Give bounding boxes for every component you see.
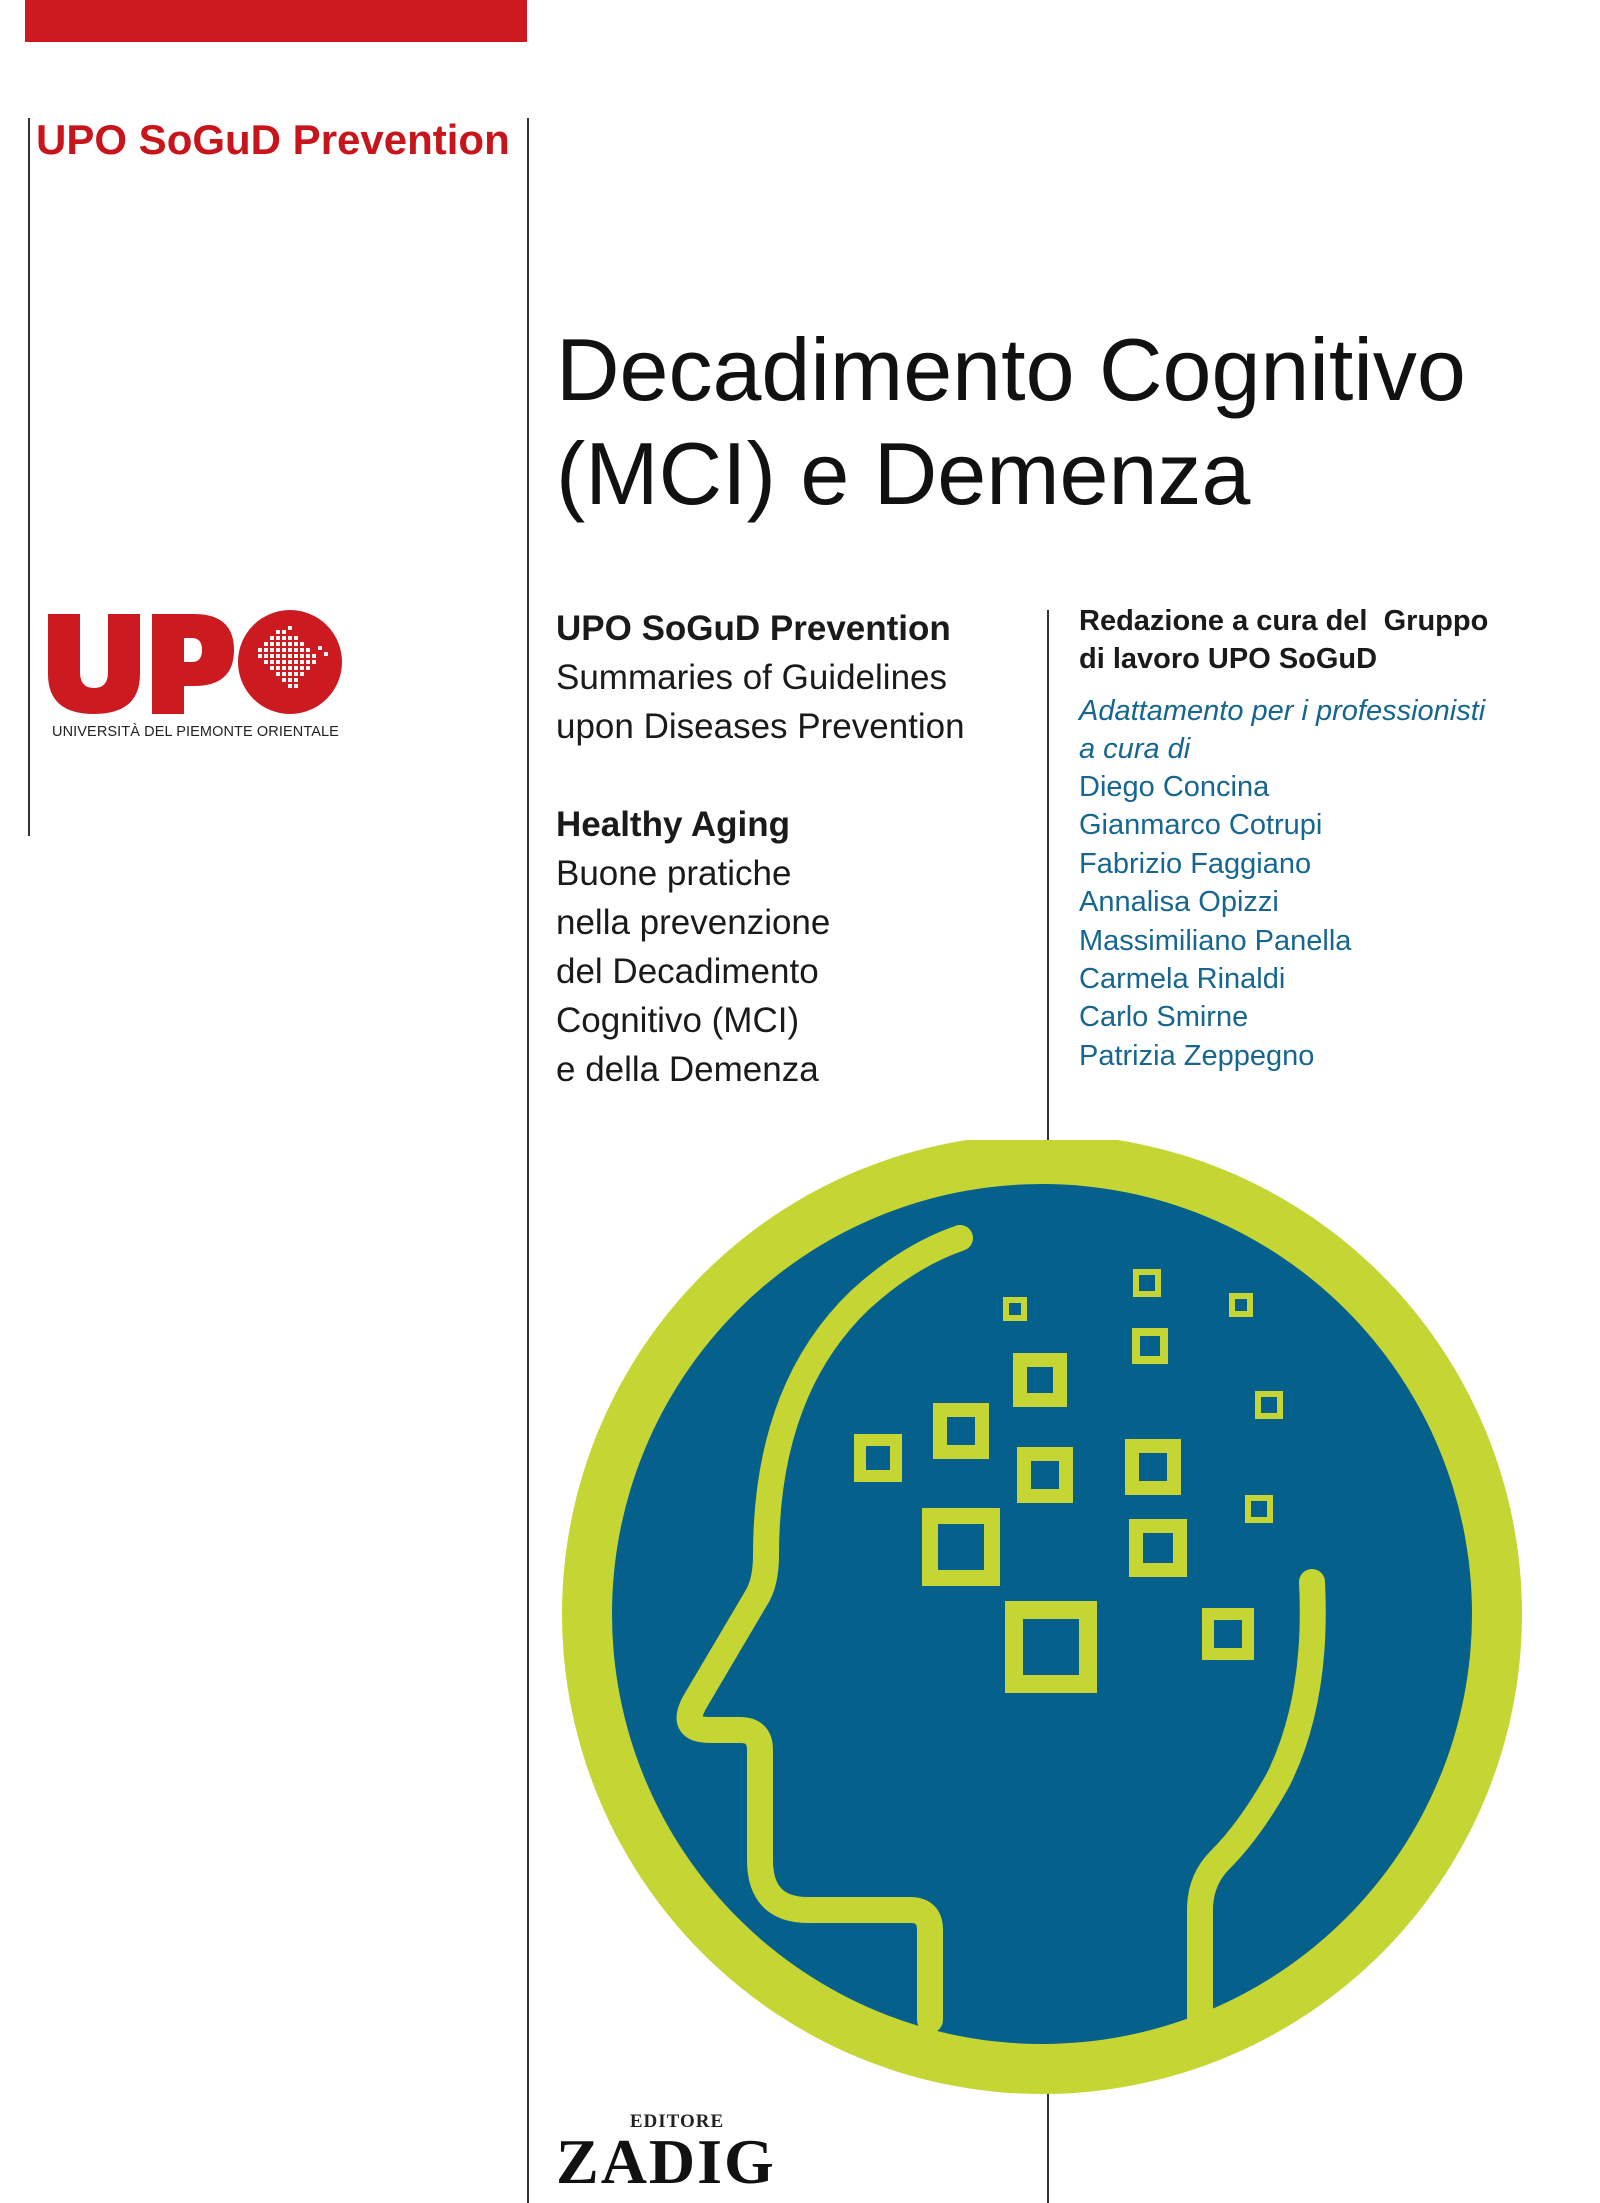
publisher-name: ZADIG	[556, 2126, 776, 2197]
healthy-aging-line: del Decadimento	[556, 952, 819, 991]
logo-letter-u	[48, 614, 140, 714]
title-line-1: Decadimento Cognitivo	[556, 320, 1466, 419]
title-line-2: (MCI) e Demenza	[556, 424, 1251, 523]
editorial-column	[1079, 602, 1559, 1075]
university-name: UNIVERSITÀ DEL PIEMONTE ORIENTALE	[52, 724, 339, 740]
contributor-name: Fabrizio Faggiano	[1079, 847, 1312, 880]
summary-line: Summaries of Guidelines	[556, 658, 947, 697]
center-divider	[527, 118, 529, 2203]
summary-heading: UPO SoGuD Prevention	[556, 609, 951, 648]
contributor-name: Patrizia Zeppegno	[1079, 1039, 1315, 1072]
publisher-label: EDITORE	[629, 2111, 725, 2132]
contributor-name: Diego Concina	[1079, 771, 1270, 803]
contributor-name: Carmela Rinaldi	[1079, 963, 1286, 996]
left-divider	[28, 118, 30, 836]
healthy-aging-line: Buone pratiche	[556, 854, 792, 893]
adaptation-line-2: a cura di	[1079, 733, 1191, 765]
top-red-bar	[25, 0, 527, 42]
contributor-name: Massimiliano Panella	[1079, 924, 1352, 957]
healthy-aging-line: nella prevenzione	[556, 903, 831, 942]
adaptation-line-1: Adattamento per i professionisti	[1079, 695, 1486, 727]
summary-column	[556, 604, 1026, 1094]
summary-line: upon Diseases Prevention	[556, 707, 965, 746]
editorial-line-2: di lavoro UPO SoGuD	[1079, 643, 1378, 675]
head-illustration	[560, 1140, 1540, 2100]
upo-logo	[44, 600, 344, 720]
contributor-name: Carlo Smirne	[1079, 1001, 1249, 1034]
contributor-name: Annalisa Opizzi	[1079, 886, 1279, 919]
healthy-aging-line: Cognitivo (MCI)	[556, 1001, 800, 1040]
healthy-aging-line: e della Demenza	[556, 1050, 819, 1089]
healthy-aging-heading: Healthy Aging	[556, 805, 790, 844]
editorial-line-1: Redazione a cura del Gruppo	[1079, 605, 1489, 637]
contributor-name: Gianmarco Cotrupi	[1079, 809, 1323, 842]
series-title: UPO SoGuD Prevention	[36, 116, 510, 163]
logo-letter-p	[152, 614, 234, 714]
page-title	[556, 318, 1466, 526]
